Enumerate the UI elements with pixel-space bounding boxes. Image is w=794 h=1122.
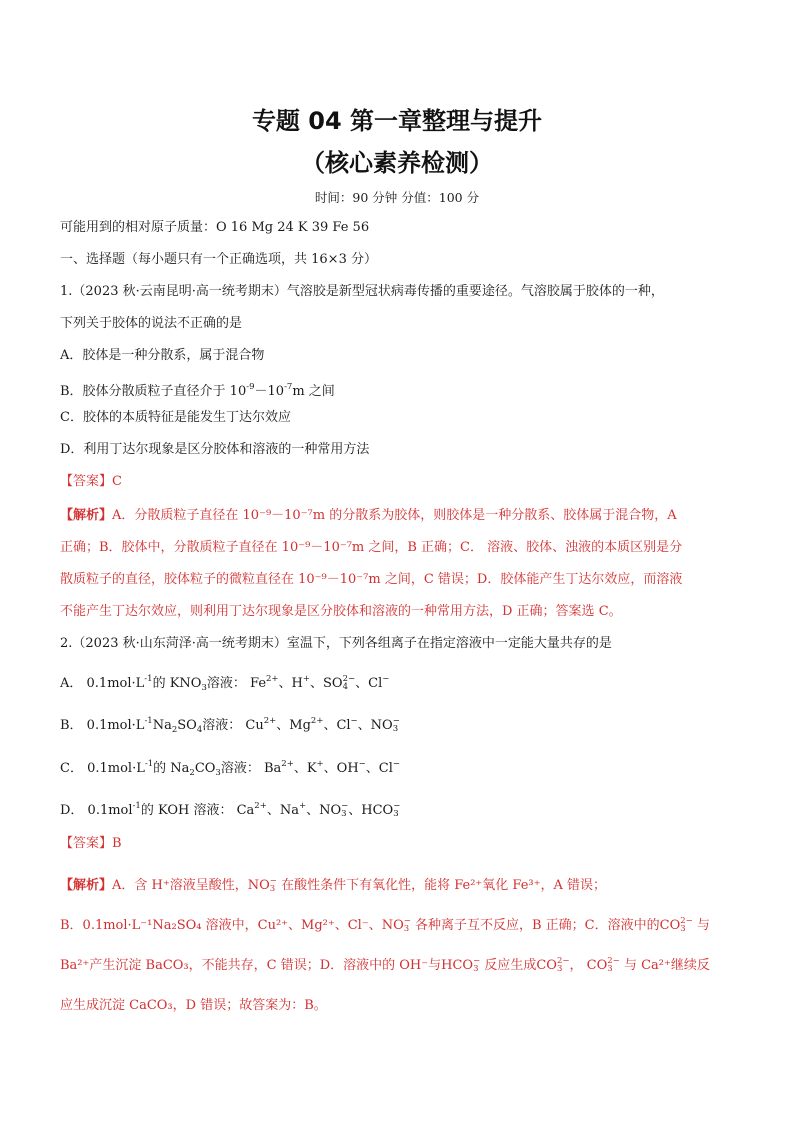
q1-analysis-line1: 【解析】A．分散质粒子直径在 10⁻⁹－10⁻⁷m 的分散系为胶体，则胶体是一种分散系、胶体属于混合物，A xyxy=(60,508,677,523)
q2-analysis-label: 【解析】 xyxy=(60,878,113,893)
q1-analysis xyxy=(60,500,736,628)
q1-option-b xyxy=(60,377,335,402)
q1-option-b-exp1: -9 xyxy=(246,382,255,392)
q2-analysis-line1: 【解析】A．含 H⁺溶液呈酸性，NO − 3 在酸性条件下有氧化性，能将 Fe²⁺氧化 Fe³⁺，A 错误； xyxy=(60,876,606,894)
q1-option-b-exp2: -7 xyxy=(284,382,293,392)
q1-stem-line1: 1.（2023 秋·云南昆明·高一统考期末）气溶胶是新型冠状病毒传播的重要途径。气溶胶属于胶体的一种， xyxy=(60,284,664,299)
q2-analysis-line3: Ba²⁺产生沉淀 BaCO₃，不能共存，C 错误；D．溶液中的 OH⁻与HCO − 3 反应生成CO 2− 3 ， CO 2− 3 与 Ca²⁺继续反 xyxy=(60,956,710,974)
q1-analysis-line4: 不能产生丁达尔效应，则利用丁达尔现象是区分胶体和溶液的一种常用方法，D 正确；答案选 C。 xyxy=(60,604,622,619)
atomic-masses: 可能用到的相对原子质量：O 16 Mg 24 K 39 Fe 56 xyxy=(60,220,370,235)
q1-analysis-line3: 散质粒子的直径，胶体粒子的微粒直径在 10⁻⁹－10⁻⁷m 之间，C 错误；D．胶体能产生丁达尔效应，而溶液 xyxy=(60,572,683,587)
q2-stem: 2.（2023 秋·山东菏泽·高一统考期末）室温下，下列各组离子在指定溶液中一定能大量共存的是 xyxy=(60,636,612,651)
q2-option-d: D． 0.1mol$^{-1}$的 KOH 溶液： $Ca^{2+}$、Na+、NO − 3 、HCO − 3 xyxy=(60,801,401,819)
q1-option-d: D．利用丁达尔现象是区分胶体和溶液的一种常用方法 xyxy=(60,442,370,457)
q2-option-c: C． $0.1mol\cdot L^{-1}$的 $Na_2CO_3$溶液： $Ba^{2+}$、K+、OH−、Cl− xyxy=(60,759,401,778)
q1-analysis-line2: 正确；B．胶体中，分散质粒子直径在 10⁻⁹－10⁻⁷m 之间，B 正确；C． 溶液、胶体、浊液的本质区别是分 xyxy=(60,540,683,555)
q1-stem-line2: 下列关于胶体的说法不正确的是 xyxy=(60,316,243,331)
q1-answer xyxy=(60,472,122,492)
q2-answer-value: B xyxy=(112,836,122,851)
q1-option-a: A．胶体是一种分散系，属于混合物 xyxy=(60,348,265,363)
q1-answer-value: C xyxy=(112,474,122,489)
q1-option-b-end: m 之间 xyxy=(292,384,335,399)
document-title: 专题 04 第一章整理与提升 xyxy=(251,107,543,135)
q2-answer-label: 【答案】 xyxy=(60,836,113,851)
q2-option-b: B． $0.1mol\cdot L^{-1}Na_2SO_4$溶液： $Cu^{2+}$、$Mg^{2+}$、Cl−、NO − 3 xyxy=(60,716,400,735)
q1-option-c: C．胶体的本质特征是能发生丁达尔效应 xyxy=(60,410,291,425)
exam-meta: 时间：90 分钟 分值：100 分 xyxy=(314,190,480,205)
q1-answer-label: 【答案】 xyxy=(60,474,113,489)
q2-analysis-line4: 应生成沉淀 CaCO₃，D 错误；故答案为：B。 xyxy=(60,998,327,1013)
q2-analysis xyxy=(60,866,736,1026)
document-subtitle: （核心素养检测） xyxy=(301,149,493,177)
q2-option-a: A． $0.1mol\cdot L^{-1}$的 $KNO_3$溶液： $Fe^{2+}$、H+、SO 2− 4 、Cl− xyxy=(60,674,390,693)
q1-option-b-mid: －10 xyxy=(254,384,285,399)
q1-analysis-label: 【解析】 xyxy=(60,508,113,523)
q2-answer xyxy=(60,834,122,854)
q1-option-b-text: B．胶体分散质粒子直径介于 10 xyxy=(60,384,247,399)
q2-analysis-line2: B．0.1mol·L⁻¹Na₂SO₄ 溶液中，Cu²⁺、Mg²⁺、Cl⁻、NO − 3 各种离子互不反应，B 正确；C．溶液中的CO 2− 3 与 xyxy=(60,916,710,934)
section-heading: 一、选择题（每小题只有一个正确选项，共 16×3 分） xyxy=(60,252,377,267)
